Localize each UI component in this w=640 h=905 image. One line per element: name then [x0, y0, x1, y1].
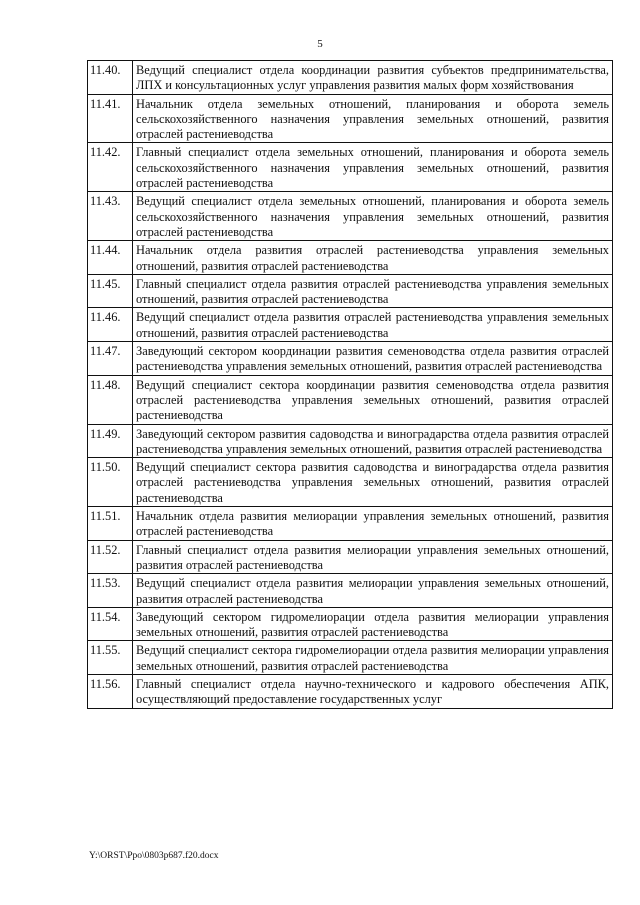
- table-row: [88, 574, 613, 608]
- position-title-cell: Ведущий специалист сектора гидромелиорации отдела развития мелиорации управления земельных отношений, развития отраслей растениеводства: [133, 641, 613, 675]
- position-title-cell: Главный специалист отдела научно-технического и кадрового обеспечения АПК, осуществляющий предоставление государственных услуг: [133, 674, 613, 708]
- table-row: [88, 424, 613, 458]
- position-title-cell: Начальник отдела земельных отношений, планирования и оборота земель сельскохозяйственного назначения управления земельных отношений, развития отраслей растениеводства: [133, 94, 613, 143]
- table-row: [88, 674, 613, 708]
- table-row: [88, 143, 613, 192]
- row-number-cell: 11.41.: [88, 94, 133, 143]
- positions-table-body: [88, 61, 613, 709]
- position-title-cell: Заведующий сектором координации развития семеноводства отдела развития отраслей растениеводства управления земельных отношений, развития отраслей растениеводства: [133, 342, 613, 376]
- table-row: [88, 342, 613, 376]
- table-row: [88, 61, 613, 95]
- page-number: 5: [317, 38, 323, 50]
- position-title-cell: Главный специалист отдела развития отраслей растениеводства управления земельных отношений, развития отраслей растениеводства: [133, 274, 613, 308]
- row-number-cell: 11.40.: [88, 61, 133, 95]
- footer-file-path: Y:\ORST\Ppo\0803p687.f20.docx: [89, 851, 219, 861]
- position-title-cell: Ведущий специалист отдела земельных отношений, планирования и оборота земель сельскохозяйственного назначения управления земельных отношений, развития отраслей растениеводства: [133, 192, 613, 241]
- table-row: [88, 507, 613, 541]
- position-title-cell: Ведущий специалист отдела координации развития субъектов предпринимательства, ЛПХ и консультационных услуг управления развития малых форм хозяйствования: [133, 61, 613, 95]
- row-number-cell: 11.55.: [88, 641, 133, 675]
- position-title-cell: Ведущий специалист сектора координации развития семеноводства отдела развития отраслей растениеводства управления земельных отношений, развития отраслей растениеводства: [133, 375, 613, 424]
- position-title-cell: Главный специалист отдела развития мелиорации управления земельных отношений, развития отраслей растениеводства: [133, 540, 613, 574]
- row-number-cell: 11.51.: [88, 507, 133, 541]
- table-row: [88, 94, 613, 143]
- position-title-cell: Начальник отдела развития отраслей растениеводства управления земельных отношений, развития отраслей растениеводства: [133, 241, 613, 275]
- row-number-cell: 11.49.: [88, 424, 133, 458]
- position-title-cell: Заведующий сектором развития садоводства и виноградарства отдела развития отраслей растениеводства управления земельных отношений, развития отраслей растениеводства: [133, 424, 613, 458]
- row-number-cell: 11.44.: [88, 241, 133, 275]
- position-title-cell: Начальник отдела развития мелиорации управления земельных отношений, развития отраслей растениеводства: [133, 507, 613, 541]
- row-number-cell: 11.47.: [88, 342, 133, 376]
- position-title-cell: Главный специалист отдела земельных отношений, планирования и оборота земель сельскохозяйственного назначения управления земельных отношений, развития отраслей растениеводства: [133, 143, 613, 192]
- row-number-cell: 11.54.: [88, 607, 133, 641]
- row-number-cell: 11.45.: [88, 274, 133, 308]
- row-number-cell: 11.56.: [88, 674, 133, 708]
- table-row: [88, 375, 613, 424]
- row-number-cell: 11.50.: [88, 458, 133, 507]
- table-row: [88, 308, 613, 342]
- positions-table: [87, 60, 613, 709]
- row-number-cell: 11.46.: [88, 308, 133, 342]
- row-number-cell: 11.48.: [88, 375, 133, 424]
- position-title-cell: Ведущий специалист сектора развития садоводства и виноградарства отдела развития отраслей растениеводства управления земельных отношений, развития отраслей растениеводства: [133, 458, 613, 507]
- table-row: [88, 458, 613, 507]
- table-row: [88, 241, 613, 275]
- row-number-cell: 11.43.: [88, 192, 133, 241]
- table-row: [88, 274, 613, 308]
- position-title-cell: Заведующий сектором гидромелиорации отдела развития мелиорации управления земельных отношений, развития отраслей растениеводства: [133, 607, 613, 641]
- row-number-cell: 11.53.: [88, 574, 133, 608]
- position-title-cell: Ведущий специалист отдела развития мелиорации управления земельных отношений, развития отраслей растениеводства: [133, 574, 613, 608]
- row-number-cell: 11.52.: [88, 540, 133, 574]
- table-row: [88, 607, 613, 641]
- table-row: [88, 540, 613, 574]
- table-row: [88, 641, 613, 675]
- table-row: [88, 192, 613, 241]
- row-number-cell: 11.42.: [88, 143, 133, 192]
- position-title-cell: Ведущий специалист отдела развития отраслей растениеводства управления земельных отношений, развития отраслей растениеводства: [133, 308, 613, 342]
